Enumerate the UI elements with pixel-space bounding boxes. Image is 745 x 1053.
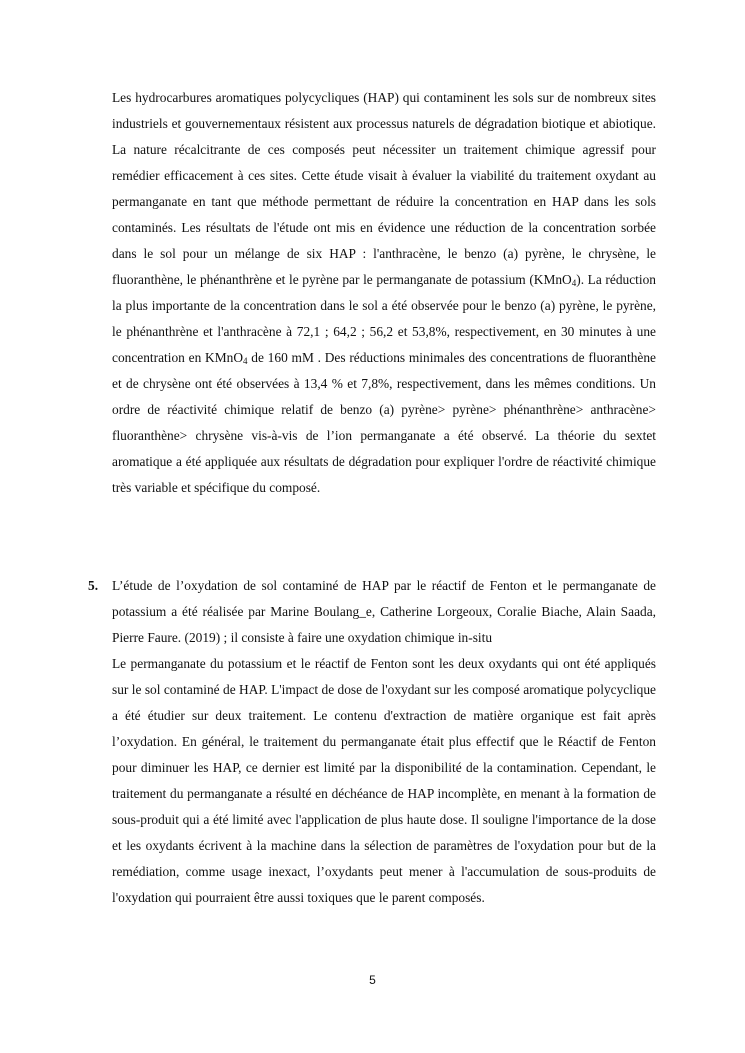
list-item-number: 5.	[88, 578, 99, 593]
page-number: 5	[369, 973, 376, 987]
list-item-body: Le permanganate du potassium et le réactif de Fenton sont les deux oxydants qui ont été appliqués sur le sol contaminé de HAP. L'impact de dose de l'oxydant sur les composé aromatique polycyclique a été étudier sur deux traitement. Le contenu d'extraction de matière organique est fait après l’oxydation. En général, le traitement du permanganate était plus effectif que le Réactif de Fenton pour diminuer les HAP, ce dernier est limité par la disponibilité de la contamination. Cependant, le traitement du permanganate a résulté en déchéance de HAP incomplète, en menant à la formation de sous-produit qui a été limité avec l'application de plus haute dose. Il souligne l'importance de la dose et les oxydants écrivent à la machine dans la sélection de paramètres de l'oxydation pour but de la remédiation, comme usage inexact, l’oxydants peut mener à l'accumulation de sous-produits de l'oxydation qui pourraient être aussi toxiques que le parent composés.	[112, 656, 656, 905]
subscript-4: 4	[571, 278, 577, 288]
list-item-5	[88, 573, 656, 911]
subscript-4: 4	[243, 356, 248, 366]
paragraph-text-part-1: Les hydrocarbures aromatiques polycycliques (HAP) qui contaminent les sols sur de nombreux sites industriels et gouvernementaux résistent aux processus naturels de dégradation biotique et abiotique. La nature récalcitrante de ces composés peut nécessiter un traitement chimique agressif pour remédier efficacement à ces sites. Cette étude visait à évaluer la viabilité du traitement oxydant au permanganate en tant que méthode permettant de réduire la concentration en HAP dans les sols contaminés. Les résultats de l'étude ont mis en évidence une réduction de la concentration sorbée dans le sol pour un mélange de six HAP : l'anthracène, le benzo (a) pyrène, le chrysène, le fluoranthène, le phénanthrène et le pyrène par le permanganate de potassium (KMnO	[112, 90, 656, 287]
list-item-intro: L’étude de l’oxydation de sol contaminé de HAP par le réactif de Fenton et le permanganate de potassium a été réalisée par Marine Boulang_e, Catherine Lorgeoux, Coralie Biache, Alain Saada, Pierre Faure. (2019) ; il consiste à faire une oxydation chimique in-situ	[112, 578, 656, 645]
paragraph-text-part-3: de 160 mM . Des réductions minimales des concentrations de fluoranthène et de chrysène ont été observées à 13,4 % et 7,8%, respectivement, dans les mêmes conditions. Un ordre de réactivité chimique relatif de benzo (a) pyrène> pyrène> phénanthrène> anthracène> fluoranthène> chrysène vis-à-vis de l’ion permanganate a été observé. La théorie du sextet aromatique a été appliquée aux résultats de dégradation pour expliquer l'ordre de réactivité chimique très variable et spécifique du composé.	[112, 350, 656, 495]
paragraph-hap-permanganate	[112, 85, 656, 501]
paragraph-text-part-2: ). La réduction la plus importante de la concentration dans le sol a été observée pour le benzo (a) pyrène, le pyrène, le phénanthrène et l'anthracène à 72,1 ; 64,2 ; 56,2 et 53,8%, respectivement, en 30 minutes à une concentration en KMnO	[112, 272, 656, 365]
